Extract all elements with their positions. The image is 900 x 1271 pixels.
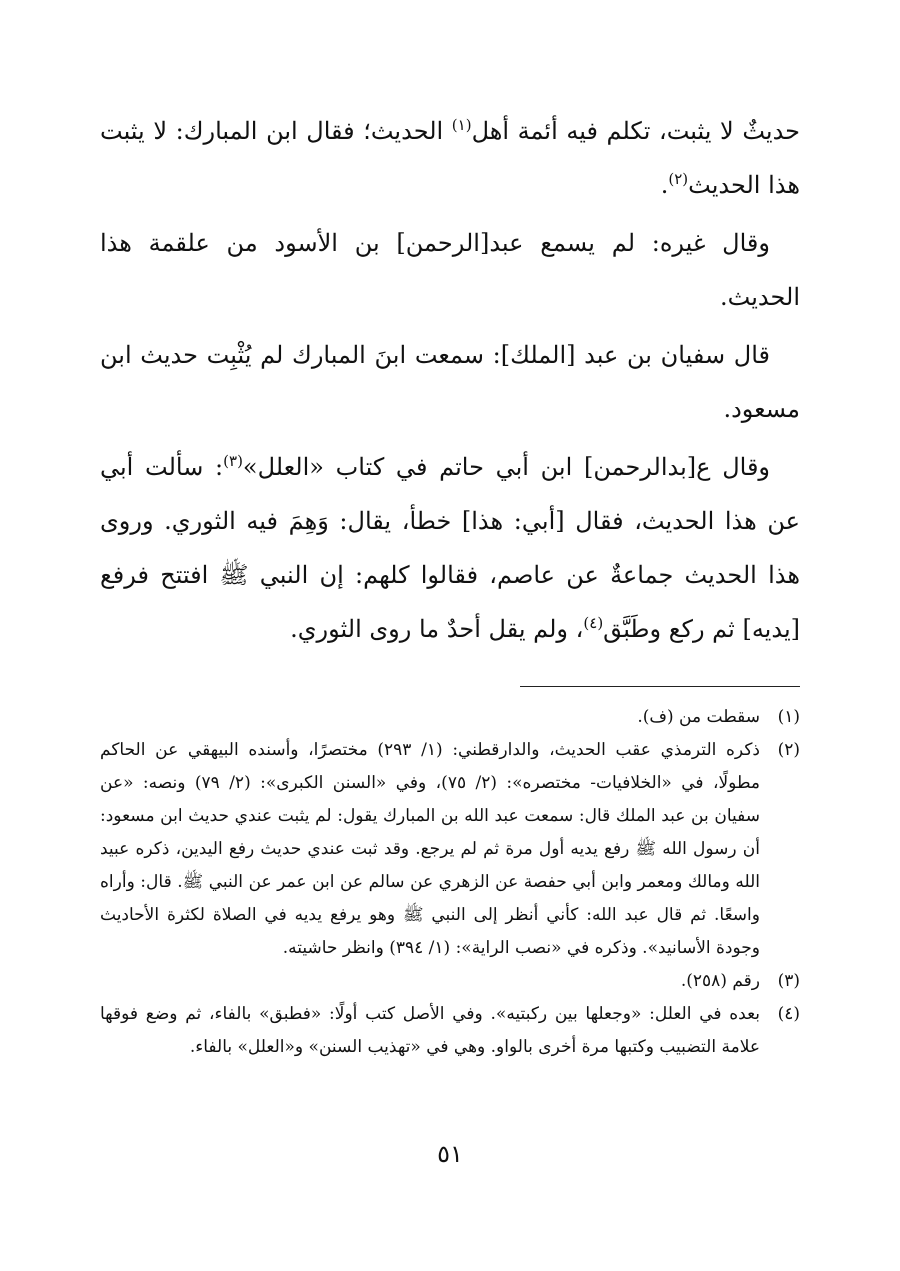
footnote-number: (٤) (777, 1004, 800, 1024)
footnote-number: (١) (777, 707, 800, 727)
text-segment: وقال غيره: لم يسمع عبد[الرحمن] بن الأسود من علقمة هذا الحديث. (100, 229, 800, 311)
text-segment: وقال ع[بدالرحمن] ابن أبي حاتم في كتاب «العلل» (242, 453, 771, 481)
page-content (100, 104, 800, 1064)
footnote-ref-4[interactable]: (٤) (583, 614, 604, 632)
footnote-ref-3[interactable]: (٣) (223, 452, 243, 470)
footnote-4 (100, 998, 800, 1064)
footnote-2 (100, 734, 800, 965)
footnote-number: (٢) (777, 740, 800, 760)
body-paragraph-3 (100, 328, 800, 436)
footnote-text: بعده في العلل: «وجعلها بين ركبتيه». وفي الأصل كتب أولًا: «فطبق» بالفاء، ثم وضع فوقها علامة التضبيب وكتبها مرة أخرى بالواو. وهي في «تهذيب السنن» و«العلل» بالفاء. (100, 1004, 760, 1057)
footnote-ref-1[interactable]: (١) (451, 116, 472, 134)
footnote-separator (520, 686, 800, 687)
page-number: ٥١ (437, 1140, 463, 1168)
body-paragraph-2 (100, 216, 800, 324)
text-segment: الحديث؛ فقال ابن المبارك: لا يثبت هذا الحديث (100, 117, 800, 199)
footnote-1 (100, 701, 800, 734)
text-segment: قال سفيان بن عبد [الملك]: سمعت ابنَ المبارك لم يُثْبِت حديث ابن مسعود. (100, 341, 800, 423)
footnote-text: ذكره الترمذي عقب الحديث، والدارقطني: (١/ ٢٩٣) مختصرًا، وأسنده البيهقي عن الحاكم مطولًا، في «الخلافيات- مختصره»: (٢/ ٧٥)، وفي «السنن الكبرى»: (٢/ ٧٩) ونصه: «عن سفيان بن عبد الملك قال: سمعت عبد الله بن المبارك يقول: لم يثبت عندي حديث ابن مسعود: أن رسول الله ﷺ رفع يديه أول مرة ثم لم يرجع. وقد ثبت عندي حديث رفع اليدين، ذكره عبيد الله ومالك ومعمر وابن أبي حفصة عن الزهري عن سالم عن ابن عمر عن النبي ﷺ. قال: وأراه واسعًا. ثم قال عبد الله: كأني أنظر إلى النبي ﷺ وهو يرفع يديه في الصلاة لكثرة الأحاديث وجودة الأسانيد». وذكره في «نصب الراية»: (١/ ٣٩٤) وانظر حاشيته. (100, 740, 760, 958)
footnotes-section (100, 701, 800, 1064)
footnote-3 (100, 965, 800, 998)
footnote-text: سقطت من (ف). (637, 707, 760, 727)
footnote-number: (٣) (777, 971, 800, 991)
text-segment: حديثٌ لا يثبت، تكلم فيه أئمة أهل (471, 117, 800, 145)
footnote-ref-2[interactable]: (٢) (668, 170, 689, 188)
text-segment: : سألت أبي عن هذا الحديث، فقال [أبي: هذا] خطأ، يقال: وَهِمَ فيه الثوري. وروى هذا الحديث جماعةٌ عن عاصم، فقالوا كلهم: إن النبي ﷺ افتتح فرفع [يديه] ثم ركع وطَبَّق (100, 453, 800, 643)
footnote-text: رقم (٢٥٨). (680, 971, 760, 991)
text-segment: ، ولم يقل أحدٌ ما روى الثوري. (290, 615, 584, 643)
body-paragraph-1 (100, 104, 800, 212)
body-paragraph-4 (100, 440, 800, 656)
text-segment: . (660, 171, 669, 199)
